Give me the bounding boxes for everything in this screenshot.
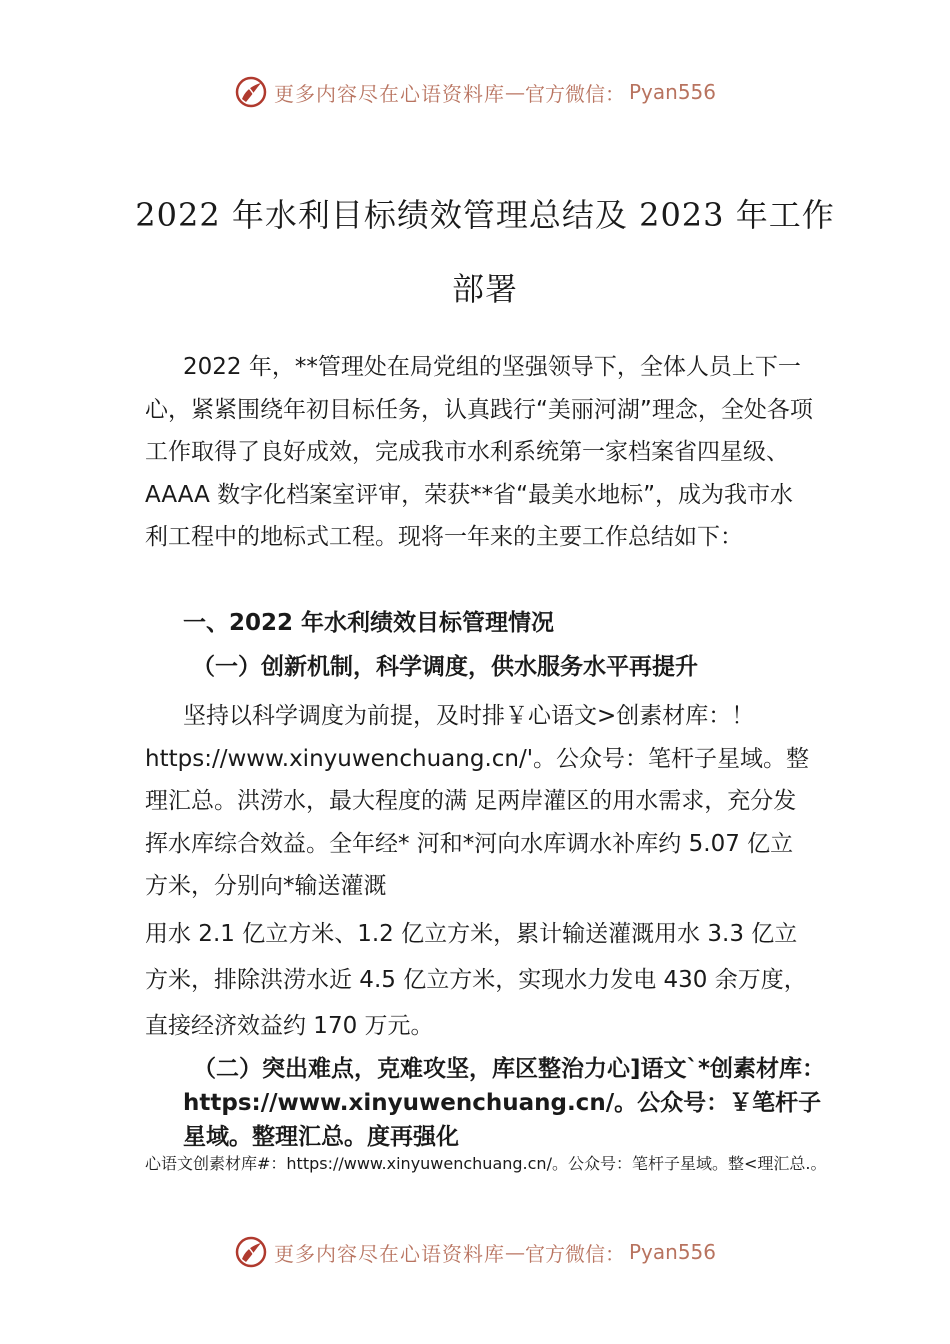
banner-wechat-label: 官方微信：	[524, 81, 625, 106]
banner-slogan: 更多内容尽在心语资料库	[273, 81, 505, 106]
footnote-text: 心语文创素材库#：https://www.xinyuwenchuang.cn/。公众号：笔杆子星域。整<理汇总.。	[145, 1154, 827, 1173]
intro-paragraph: 2022 年，**管理处在局党组的坚强领导下，全体人员上下一心，紧紧围绕年初目标任务，认真践行“美丽河湖”理念，全处各项工作取得了良好成效，完成我市水利系统第一家档案省四星级、AAAA 数字化档案室评审，荣获**省“最美水地标”，成为我市水利工程中的地标式工程。现将一年来的主要工作总结如下：	[145, 354, 813, 550]
brand-logo-icon	[234, 1235, 268, 1269]
banner-slogan: 更多内容尽在心语资料库	[273, 1241, 505, 1266]
banner-separator: —	[504, 80, 525, 104]
body-paragraph-2: 坚持以科学调度为前提，及时排￥心语文>创素材库：！https://www.xinyuwenchuang.cn/'。公众号：笔杆子星域。整理汇总。洪涝水，最大程度的满 足两岸灌区的用水需求，充分发挥水库综合效益。全年经* 河和*河向水库调水补库约 5.07 亿立方米，分别向*输送灌溉	[145, 703, 810, 899]
subsection-heading-2: （二）突出难点，克难攻坚，库区整治力心]语文`*创素材库：https://www.xinyuwenchuang.cn/。公众号：￥笔杆子星域。整理汇总。度再强化	[183, 1056, 826, 1150]
section-heading-1: 一、2022 年水利绩效目标管理情况	[183, 610, 555, 636]
banner-wechat-id: Pyan556	[628, 1240, 716, 1264]
document-title: 2022 年水利目标绩效管理总结及 2023 年工作部署	[135, 196, 835, 308]
body-paragraph-3: 用水 2.1 亿立方米、1.2 亿立方米，累计输送灌溉用水 3.3 亿立方米，排除洪涝水近 4.5 亿立方米，实现水力发电 430 余万度，直接经济效益约 170 万元。	[145, 921, 807, 1039]
banner-wechat-label: 官方微信：	[524, 1241, 625, 1266]
banner-separator: —	[504, 1240, 525, 1264]
brand-logo-icon	[234, 75, 268, 109]
banner-wechat-id: Pyan556	[628, 80, 716, 104]
footer-banner	[0, 1232, 950, 1272]
header-banner	[0, 72, 950, 112]
subsection-heading-1: （一）创新机制，科学调度，供水服务水平再提升	[192, 654, 698, 680]
